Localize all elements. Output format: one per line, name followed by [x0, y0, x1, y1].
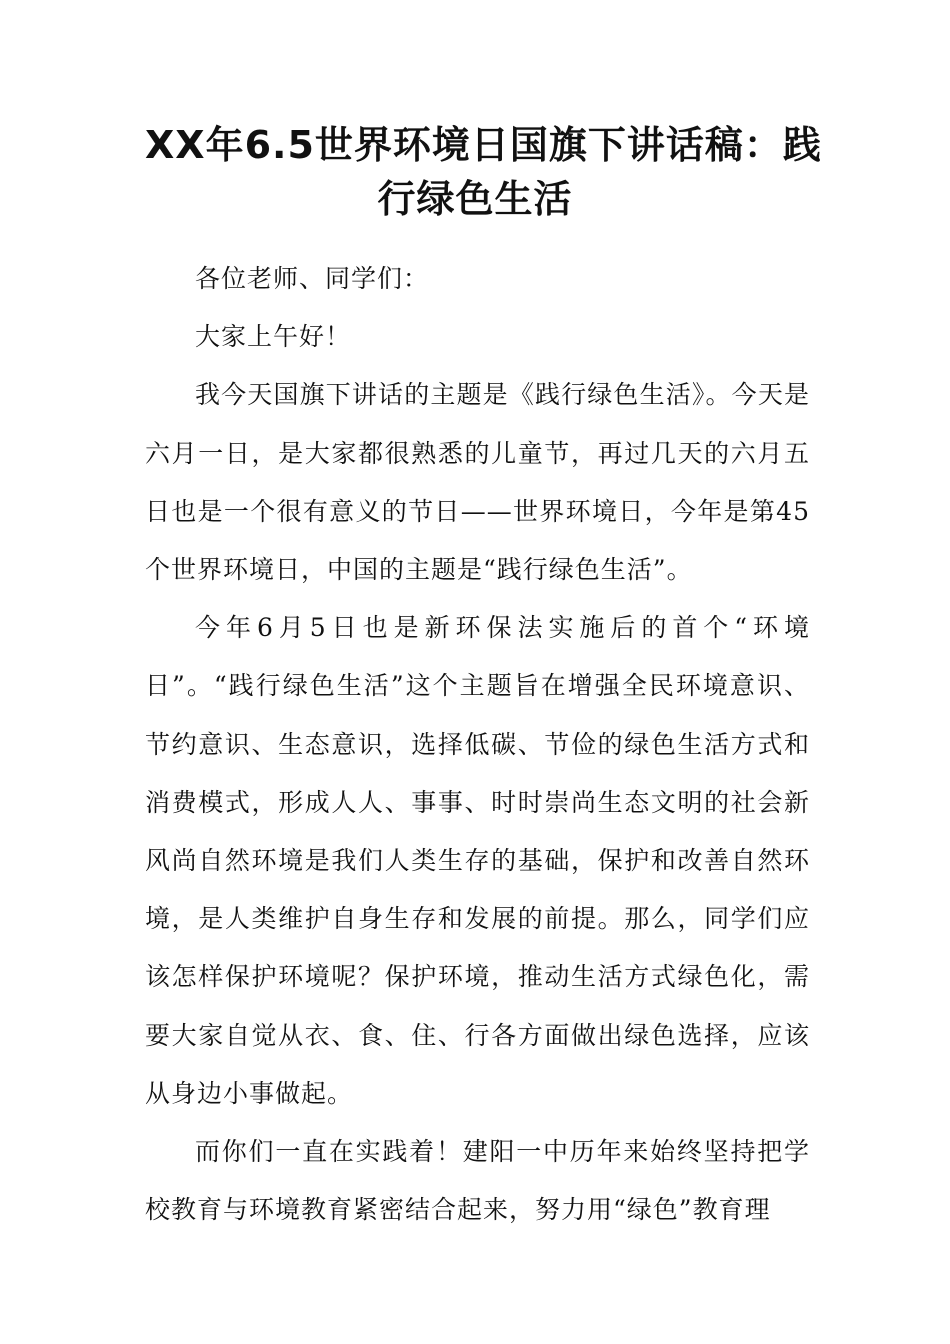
salutation: 各位老师、同学们： [195, 264, 430, 293]
document-body [145, 250, 810, 1239]
body-paragraph: 今年6月5日也是新环保法实施后的首个“环境日”。“践行绿色生活”这个主题旨在增强全民环境意识、节约意识、生态意识，选择低碳、节俭的绿色生活方式和消费模式，形成人人、事事、时时崇尚生态文明的社会新风尚自然环境是我们人类生存的基础，保护和改善自然环境，是人类维护自身生存和发展的前提。那么，同学们应该怎样保护环境呢？保护环境，推动生活方式绿色化，需要大家自觉从衣、食、住、行各方面做出绿色选择，应该从身边小事做起。 [145, 613, 810, 1108]
document-title [145, 118, 822, 226]
title-line-2: 行绿色生活 [377, 177, 573, 221]
body-paragraph: 而你们一直在实践着！建阳一中历年来始终坚持把学校教育与环境教育紧密结合起来，努力用“绿色”教育理 [145, 1137, 810, 1225]
body-paragraph: 我今天国旗下讲话的主题是《践行绿色生活》。今天是六月一日，是大家都很熟悉的儿童节，再过几天的六月五日也是一个很有意义的节日——世界环境日，今年是第45个世界环境日，中国的主题是“践行绿色生活”。 [145, 380, 810, 585]
title-line-1: XX年6.5世界环境日国旗下讲话稿：践 [145, 123, 822, 167]
greeting: 大家上午好！ [195, 322, 352, 352]
